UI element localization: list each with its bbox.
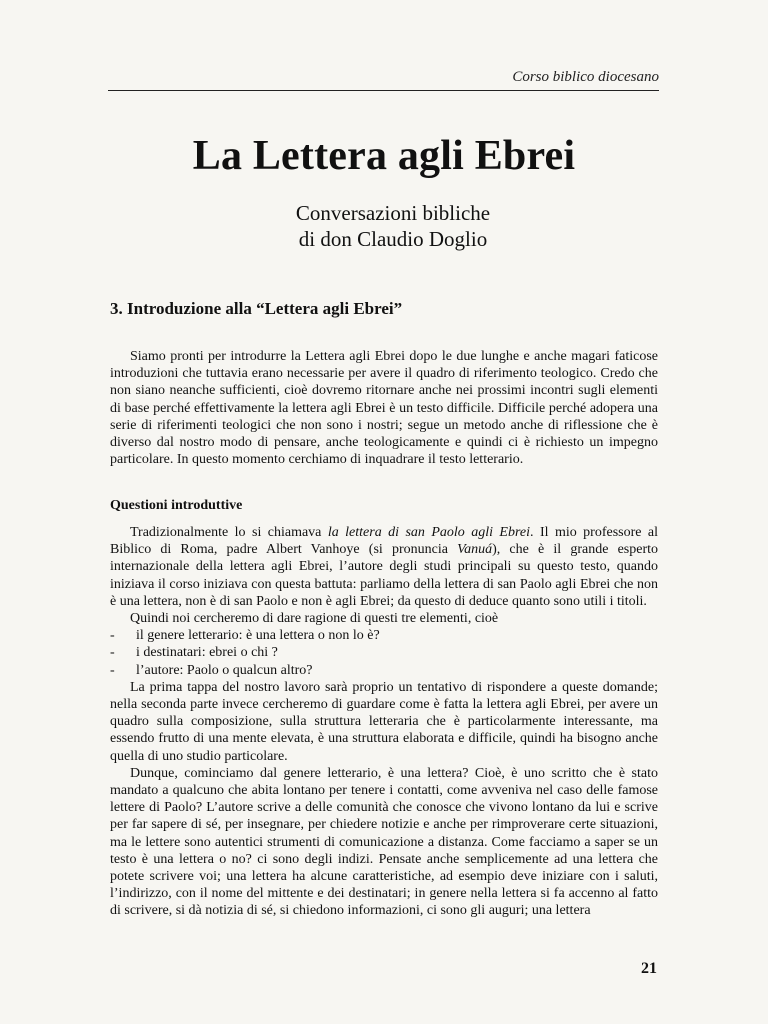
paragraph-3: Quindi noi cercheremo di dare ragione di questi tre elementi, cioè	[130, 611, 499, 627]
intro-paragraph: Siamo pronti per introdurre la Lettera agli Ebrei dopo le due lunghe e anche magari faticose introduzioni che tuttavia erano necessarie per avere il quadro di riferimento teologico. Credo che non siano neanche sufficienti, cioè dovremo ritornare anche nei prossimi incontri sugli elementi di base perché effettivamente la lettera agli Ebrei è un testo difficile. Difficile perché adopera una serie di riferimenti teologici che non sono i nostri; segue un metodo anche di riflessione che è diverso dal nostro modo di pensare, anche teologicamente e quindi ci è richiesto un impegno particolare. In questo momento cerchiamo di inquadrare il testo letterario.	[110, 349, 658, 468]
paragraph-4: La prima tappa del nostro lavoro sarà proprio un tentativo di rispondere a queste domande; nella seconda parte invece cercheremo di guardare come è fatta la lettera agli Ebrei, per avere un quadro sulla composizione, sulla struttura letteraria che è particolarmente interessante, ma essendo frutto di una mente elevata, è una struttura elaborata e difficile, quindi ha bisogno anche quella di uno studio particolare.	[110, 679, 658, 764]
page-number: 21	[641, 960, 657, 977]
paragraph-2-text-b: . Il mio professore al Biblico di Roma, padre Albert Vanhoye (si pronuncia	[110, 525, 659, 558]
paragraph-2-italic-pronunciation: Vanuá	[457, 542, 493, 558]
running-header: Corso biblico diocesano	[512, 69, 659, 85]
subheading: Questioni introduttive	[110, 498, 243, 513]
list-item: - l’autore: Paolo o qualcun altro?	[110, 662, 313, 678]
subtitle-line-1: Conversazioni bibliche	[295, 201, 491, 225]
list-item-text: l’autore: Paolo o qualcun altro?	[136, 662, 313, 678]
paragraph-2-text-a: Tradizionalmente lo si chiamava	[130, 525, 328, 540]
subtitle-line-2: di don Claudio Doglio	[298, 227, 488, 251]
body-block	[110, 524, 658, 920]
paragraph-2-italic-title: la lettera di san Paolo agli Ebrei	[327, 525, 531, 540]
paragraph-2	[110, 524, 658, 610]
list-item: - i destinatari: ebrei o chi ?	[110, 645, 278, 661]
section-heading: 3. Introduzione alla “Lettera agli Ebrei”	[110, 299, 403, 318]
paragraph-5: Dunque, cominciamo dal genere letterario, è una lettera? Cioè, è uno scritto che è stato mandato a qualcuno che abita lontano per tenere i contatti, come avveniva nel caso delle famose lettere di Paolo? L’autore scrive a delle comunità che conosce che vivono lontano da lui e scrive per far sapere di sé, per insegnare, per chiedere notizie e anche per rimproverare certe situazioni, ma le lettere sono autentici strumenti di comunicazione a distanza. Come facciamo a saper se un testo è una lettera o no? ci sono degli indizi. Pensate anche semplicemente ad una lettera che potete scrivere voi; una lettera ha alcune caratteristiche, ad esempio deve iniziare con i saluti, l’indirizzo, con il nome del mittente e dei destinatari; in genere nella lettera si fa accenno al fatto di scrivere, si dà notizia di sé, si chiedono informazioni, ci sono gli auguri; una lettera	[110, 765, 658, 919]
header-rule	[108, 90, 659, 91]
intro-paragraph-block	[110, 348, 658, 468]
subtitle	[0, 200, 768, 252]
list-item: - il genere letterario: è una lettera o non lo è?	[110, 628, 380, 644]
question-list	[110, 627, 658, 679]
list-item-text: il genere letterario: è una lettera o non lo è?	[136, 628, 380, 644]
list-item-text: i destinatari: ebrei o chi ?	[136, 645, 278, 661]
page-title: La Lettera agli Ebrei	[192, 133, 576, 179]
paragraph-2-text-c: ), che è il grande esperto internazionale della lettera agli Ebrei, l’autore degli studi principali su questo testo, quando iniziava il corso iniziava con questa battuta: parliamo della lettera di san Paolo agli Ebrei che non è una lettera, non è di san Paolo e non è agli Ebrei; da questo di deduce quanto sono utili i titoli.	[110, 542, 658, 609]
